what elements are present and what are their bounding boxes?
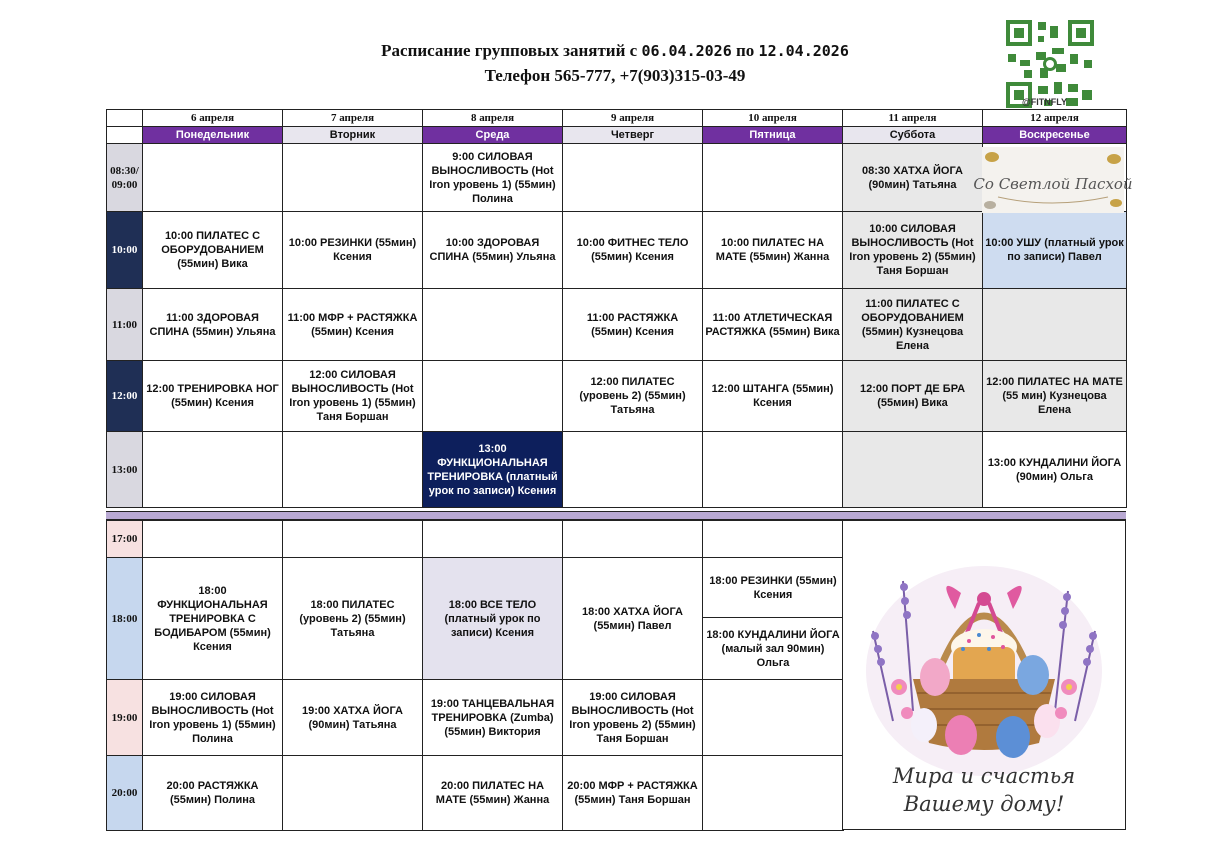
- brand-handle: @FITNFLY: [1022, 97, 1067, 107]
- class-cell: [423, 289, 563, 361]
- class-cell: 10:00 УШУ (платный урок по записи) Павел: [983, 212, 1127, 289]
- class-cell: [563, 432, 703, 508]
- class-cell: 12:00 СИЛОВАЯ ВЫНОСЛИВОСТЬ (Hot Iron уровень 1) (55мин) Таня Боршан: [283, 361, 423, 432]
- date-header: 9 апреля: [563, 110, 703, 127]
- time-cell: 08:30/ 09:00: [107, 144, 143, 212]
- date-header: 6 апреля: [143, 110, 283, 127]
- class-cell: 12:00 ПИЛАТЕС НА МАТЕ (55 мин) Кузнецова Елена: [983, 361, 1127, 432]
- schedule-row: [107, 521, 844, 558]
- time-cell: 20:00: [107, 756, 143, 831]
- date-from: 06.04.2026: [641, 42, 732, 60]
- evening-schedule-table: [106, 520, 844, 831]
- class-cell: [283, 144, 423, 212]
- class-cell: [563, 144, 703, 212]
- class-cell: 11:00 МФР + РАСТЯЖКА (55мин) Ксения: [283, 289, 423, 361]
- class-cell: 10:00 ЗДОРОВАЯ СПИНА (55мин) Ульяна: [423, 212, 563, 289]
- section-divider: [106, 511, 1126, 520]
- greeting-line-1: Мира и счастья: [892, 764, 1076, 788]
- class-cell: 19:00 СИЛОВАЯ ВЫНОСЛИВОСТЬ (Hot Iron уровень 1) (55мин) Полина: [143, 680, 283, 756]
- class-cell: 20:00 МФР + РАСТЯЖКА (55мин) Таня Боршан: [563, 756, 703, 831]
- class-cell: 10:00 СИЛОВАЯ ВЫНОСЛИВОСТЬ (Hot Iron уровень 2) (55мин) Таня Боршан: [843, 212, 983, 289]
- class-cell: [423, 361, 563, 432]
- schedule-row: [107, 680, 844, 756]
- class-cell: 11:00 РАСТЯЖКА (55мин) Ксения: [563, 289, 703, 361]
- class-cell: 12:00 ПОРТ ДЕ БРА (55мин) Вика: [843, 361, 983, 432]
- class-cell: 18:00 ХАТХА ЙОГА (55мин) Павел: [563, 558, 703, 680]
- class-cell: 12:00 ПИЛАТЕС (уровень 2) (55мин) Татьяна: [563, 361, 703, 432]
- class-cell: [143, 144, 283, 212]
- morning-schedule-table: [106, 109, 1127, 508]
- greeting-line-2: Вашему дому!: [903, 792, 1065, 816]
- schedule-title: Расписание групповых занятий с 06.04.2026 по 12.04.2026: [381, 41, 849, 60]
- class-cell: 20:00 РАСТЯЖКА (55мин) Полина: [143, 756, 283, 831]
- class-cell: [703, 432, 843, 508]
- dates-row: [107, 110, 1127, 127]
- class-cell: [283, 432, 423, 508]
- time-cell: 19:00: [107, 680, 143, 756]
- phone-line: Телефон 565-777, +7(903)315-03-49: [484, 66, 746, 85]
- schedule-row: [107, 361, 1127, 432]
- schedule-row: [107, 289, 1127, 361]
- class-cell: 08:30 ХАТХА ЙОГА (90мин) Татьяна: [843, 144, 983, 212]
- time-cell: 18:00: [107, 558, 143, 680]
- class-cell: 18:00 ФУНКЦИОНАЛЬНАЯ ТРЕНИРОВКА С БОДИБАРОМ (55мин) Ксения: [143, 558, 283, 680]
- weekdays-row: [107, 127, 1127, 144]
- class-cell: 20:00 ПИЛАТЕС НА МАТЕ (55мин) Жанна: [423, 756, 563, 831]
- easter-basket-icon: [843, 521, 1125, 829]
- class-cell: 19:00 ТАНЦЕВАЛЬНАЯ ТРЕНИРОВКА (Zumba) (55мин) Виктория: [423, 680, 563, 756]
- date-to: 12.04.2026: [758, 42, 849, 60]
- class-cell: [143, 432, 283, 508]
- easter-illustration: [842, 520, 1126, 830]
- schedule-row: [107, 212, 1127, 289]
- schedule-row: [107, 558, 844, 618]
- class-cell: 19:00 СИЛОВАЯ ВЫНОСЛИВОСТЬ (Hot Iron уровень 2) (55мин) Таня Боршан: [563, 680, 703, 756]
- class-cell: 10:00 ПИЛАТЕС НА МАТЕ (55мин) Жанна: [703, 212, 843, 289]
- class-cell: 18:00 РЕЗИНКИ (55мин) Ксения: [703, 558, 844, 618]
- class-cell: 18:00 ВСЕ ТЕЛО (платный урок по записи) Ксения: [423, 558, 563, 680]
- date-header: 12 апреля: [983, 110, 1127, 127]
- class-cell: 18:00 ПИЛАТЕС (уровень 2) (55мин) Татьяна: [283, 558, 423, 680]
- weekday-header: Вторник: [283, 127, 423, 144]
- class-cell: 12:00 ШТАНГА (55мин) Ксения: [703, 361, 843, 432]
- date-header: 10 апреля: [703, 110, 843, 127]
- class-cell: 10:00 РЕЗИНКИ (55мин) Ксения: [283, 212, 423, 289]
- class-cell: 11:00 ПИЛАТЕС С ОБОРУДОВАНИЕМ (55мин) Кузнецова Елена: [843, 289, 983, 361]
- class-cell: [983, 289, 1127, 361]
- weekday-header: Понедельник: [143, 127, 283, 144]
- weekday-header: Пятница: [703, 127, 843, 144]
- date-header: 11 апреля: [843, 110, 983, 127]
- easter-greeting-text: Со Светлой Пасхой: [973, 175, 1133, 193]
- time-cell: 11:00: [107, 289, 143, 361]
- class-cell: 19:00 ХАТХА ЙОГА (90мин) Татьяна: [283, 680, 423, 756]
- class-cell: [703, 144, 843, 212]
- class-cell: 13:00 КУНДАЛИНИ ЙОГА (90мин) Ольга: [983, 432, 1127, 508]
- schedule-row: [107, 756, 844, 831]
- easter-greeting-card: [973, 147, 1133, 213]
- time-cell: 17:00: [107, 521, 143, 558]
- class-cell: 9:00 СИЛОВАЯ ВЫНОСЛИВОСТЬ (Hot Iron уровень 1) (55мин) Полина: [423, 144, 563, 212]
- class-cell: 12:00 ТРЕНИРОВКА НОГ (55мин) Ксения: [143, 361, 283, 432]
- date-header: 8 апреля: [423, 110, 563, 127]
- class-cell: 10:00 ПИЛАТЕС С ОБОРУДОВАНИЕМ (55мин) Вика: [143, 212, 283, 289]
- class-cell: 11:00 АТЛЕТИЧЕСКАЯ РАСТЯЖКА (55мин) Вика: [703, 289, 843, 361]
- weekday-header: Четверг: [563, 127, 703, 144]
- weekday-header: Суббота: [843, 127, 983, 144]
- class-cell: 10:00 ФИТНЕС ТЕЛО (55мин) Ксения: [563, 212, 703, 289]
- schedule-row: [107, 432, 1127, 508]
- class-cell: 18:00 КУНДАЛИНИ ЙОГА (малый зал 90мин) Ольга: [703, 618, 844, 680]
- time-cell: 13:00: [107, 432, 143, 508]
- class-cell: 11:00 ЗДОРОВАЯ СПИНА (55мин) Ульяна: [143, 289, 283, 361]
- time-cell: 10:00: [107, 212, 143, 289]
- class-cell: 13:00 ФУНКЦИОНАЛЬНАЯ ТРЕНИРОВКА (платный урок по записи) Ксения: [423, 432, 563, 508]
- time-cell: 12:00: [107, 361, 143, 432]
- weekday-header: Среда: [423, 127, 563, 144]
- weekday-header: Воскресенье: [983, 127, 1127, 144]
- date-header: 7 апреля: [283, 110, 423, 127]
- class-cell: [843, 432, 983, 508]
